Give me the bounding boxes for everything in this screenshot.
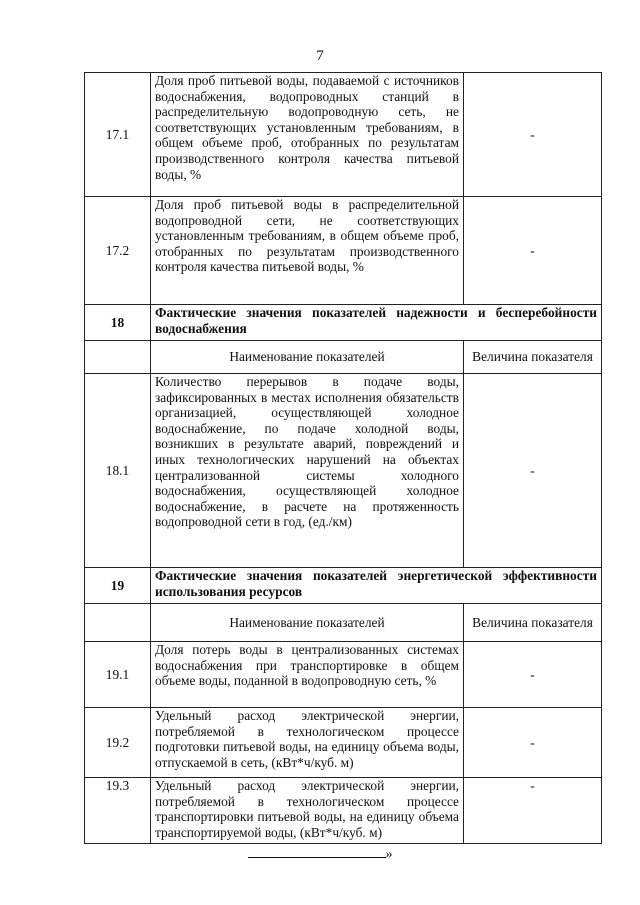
empty-cell [85, 604, 151, 642]
column-header-name: Наименование показателей [151, 604, 464, 642]
table-row [85, 73, 602, 197]
indicator-value: - [464, 73, 602, 197]
indicator-text: Доля потерь воды в централизованных системах водоснабжения при транспортировке в общем объеме воды, поданной в водопроводную сеть, % [151, 642, 464, 708]
column-header-row [85, 341, 602, 374]
row-number: 18.1 [85, 374, 151, 568]
indicator-value: - [464, 374, 602, 568]
table-row [85, 642, 602, 708]
indicator-value: - [464, 778, 602, 844]
indicator-value: - [464, 642, 602, 708]
indicator-value: - [464, 197, 602, 305]
indicators-table [84, 72, 602, 844]
column-header-value: Величина показателя [464, 604, 602, 642]
section-title: Фактические значения показателей энергетической эффективности использования ресурсов [151, 568, 602, 604]
section-header-row [85, 568, 602, 604]
section-number: 18 [85, 305, 151, 341]
empty-cell [85, 341, 151, 374]
row-number: 19.3 [85, 778, 151, 844]
closing-quote: » [385, 847, 393, 862]
section-title: Фактические значения показателей надежности и бесперебойности водоснабжения [151, 305, 602, 341]
section-number: 19 [85, 568, 151, 604]
column-header-name: Наименование показателей [151, 341, 464, 374]
column-header-value: Величина показателя [464, 341, 602, 374]
indicator-text: Доля проб питьевой воды, подаваемой с источников водоснабжения, водопроводных станций в распределительную водопроводную сеть, не соответствующих установленным требованиям, в общем объеме проб, отобранных по результатам производственного контроля качества питьевой воды, % [151, 73, 464, 197]
table-row [85, 197, 602, 305]
blank-underline [248, 847, 386, 858]
row-number: 17.2 [85, 197, 151, 305]
indicator-text: Удельный расход электрической энергии, потребляемой в технологическом процессе транспортировки питьевой воды, на единицу объема транспортируемой воды, (кВт*ч/куб. м) [151, 778, 464, 844]
page-number: 7 [316, 48, 324, 64]
indicator-text: Количество перерывов в подаче воды, зафиксированных в местах исполнения обязательств организацией, осуществляющей холодное водоснабжение, по подаче холодной воды, возникших в результате аварий, повреждений и иных технологических нарушений на объектах централизованной системы холодного водоснабжения, осуществляющей холодное водоснабжение, в расчете на протяженность водопроводной сети в год, (ед./км) [151, 374, 464, 568]
section-header-row [85, 305, 602, 341]
row-number: 17.1 [85, 73, 151, 197]
indicator-text: Удельный расход электрической энергии, потребляемой в технологическом процессе подготовки питьевой воды, на единицу объема воды, отпускаемой в сеть, (кВт*ч/куб. м) [151, 708, 464, 778]
row-number: 19.2 [85, 708, 151, 778]
table-row [85, 708, 602, 778]
indicator-value: - [464, 708, 602, 778]
table-row [85, 374, 602, 568]
indicator-text: Доля проб питьевой воды в распределительной водопроводной сети, не соответствующих установленным требованиям, в общем объеме проб, отобранных по результатам производственного контроля качества питьевой воды, % [151, 197, 464, 305]
column-header-row [85, 604, 602, 642]
row-number: 19.1 [85, 642, 151, 708]
closing-line [0, 847, 640, 863]
table-row [85, 778, 602, 844]
